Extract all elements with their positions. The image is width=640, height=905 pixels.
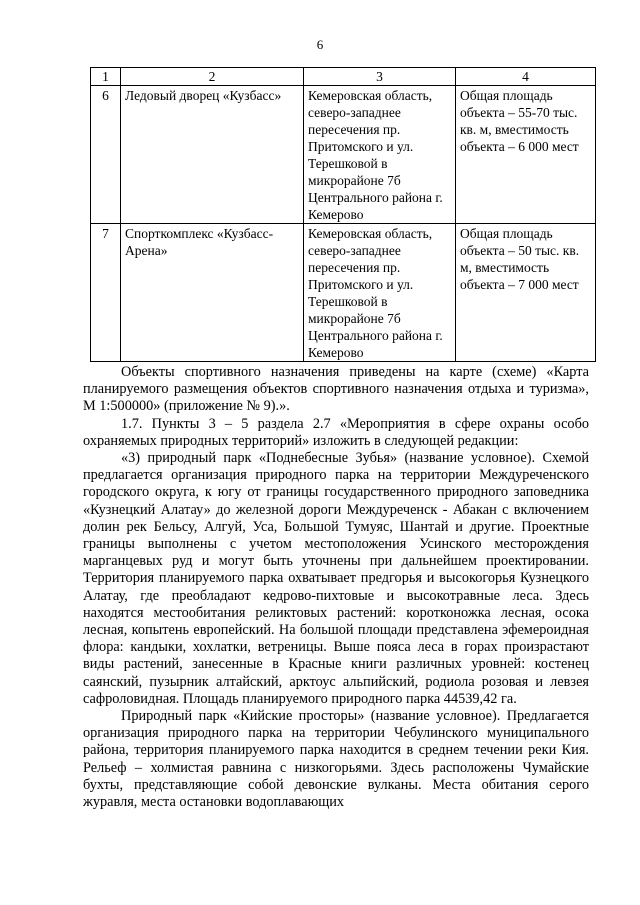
object-name: Ледовый дворец «Кузбасс» (121, 86, 304, 224)
page-number: 6 (316, 37, 324, 52)
document-body (83, 364, 589, 811)
row-number: 7 (91, 224, 121, 362)
table-row (91, 86, 596, 224)
object-characteristics: Общая площадь объекта – 50 тыс. кв. м, вместимость объекта – 7 000 мест (456, 224, 596, 362)
table-header-cell: 3 (304, 68, 456, 86)
paragraph: «3) природный парк «Поднебесные Зубья» (название условное). Схемой предлагается организация природного парка на территории Междуреченского городского округа, к югу от границы государственного природного заповедника «Кузнецкий Алатау» до железной дороги Междуреченск - Абакан с включением долин рек Бельсу, Алгуй, Уса, Большой Тумуяс, Шантай и другие. Проектные границы выполнены с учетом местоположения Усинского месторождения марганцевых руд и могут быть уточнены при дальнейшем проектировании. Территория планируемого парка охватывает предгорья и высокогорья Кузнецкого Алатау, где преобладают кедрово-пихтовые и высокотравные леса. Здесь находятся местообитания реликтовых растений: коротконожка лесная, осока лесная, копытень европейский. На большой площади представлена эфемероидная флора: кандыки, хохлатки, ветреницы. Выше пояса леса в горах произрастают виды растений, занесенные в Красные книги различных уровней: костенец саянский, пузырник алтайский, арктоус альпийский, родиола розовая и левзея сафроловидная. Площадь планируемого природного парка 44539,42 га. (83, 450, 589, 707)
table-header-cell: 1 (91, 68, 121, 86)
sports-objects-table (90, 67, 596, 362)
object-name: Спорткомплекс «Кузбасс-Арена» (121, 224, 304, 362)
object-location: Кемеровская область, северо-западнее пересечения пр. Притомского и ул. Терешковой в микрорайоне 7б Центрального района г. Кемерово (304, 224, 456, 362)
object-location: Кемеровская область, северо-западнее пересечения пр. Притомского и ул. Терешковой в микрорайоне 7б Центрального района г. Кемерово (304, 86, 456, 224)
table-row (91, 224, 596, 362)
paragraph: Объекты спортивного назначения приведены на карте (схеме) «Карта планируемого размещения объектов спортивного назначения отдыха и туризма», М 1:500000» (приложение № 9).». (83, 364, 589, 415)
object-characteristics: Общая площадь объекта – 55-70 тыс. кв. м, вместимость объекта – 6 000 мест (456, 86, 596, 224)
table-header-cell: 4 (456, 68, 596, 86)
table-header-cell: 2 (121, 68, 304, 86)
table-header-row (91, 68, 596, 86)
paragraph: Природный парк «Кийские просторы» (название условное). Предлагается организация природного парка на территории Чебулинского муниципального района, территория планируемого парка находится в среднем течении реки Кия. Рельеф – холмистая равнина с низкогорьями. Здесь расположены Чумайские бухты, представляющие собой девонские вулканы. Места обитания серого журавля, места остановки водоплавающих (83, 708, 589, 811)
paragraph: 1.7. Пункты 3 – 5 раздела 2.7 «Мероприятия в сфере охраны особо охраняемых природных территорий» изложить в следующей редакции: (83, 415, 589, 449)
row-number: 6 (91, 86, 121, 224)
